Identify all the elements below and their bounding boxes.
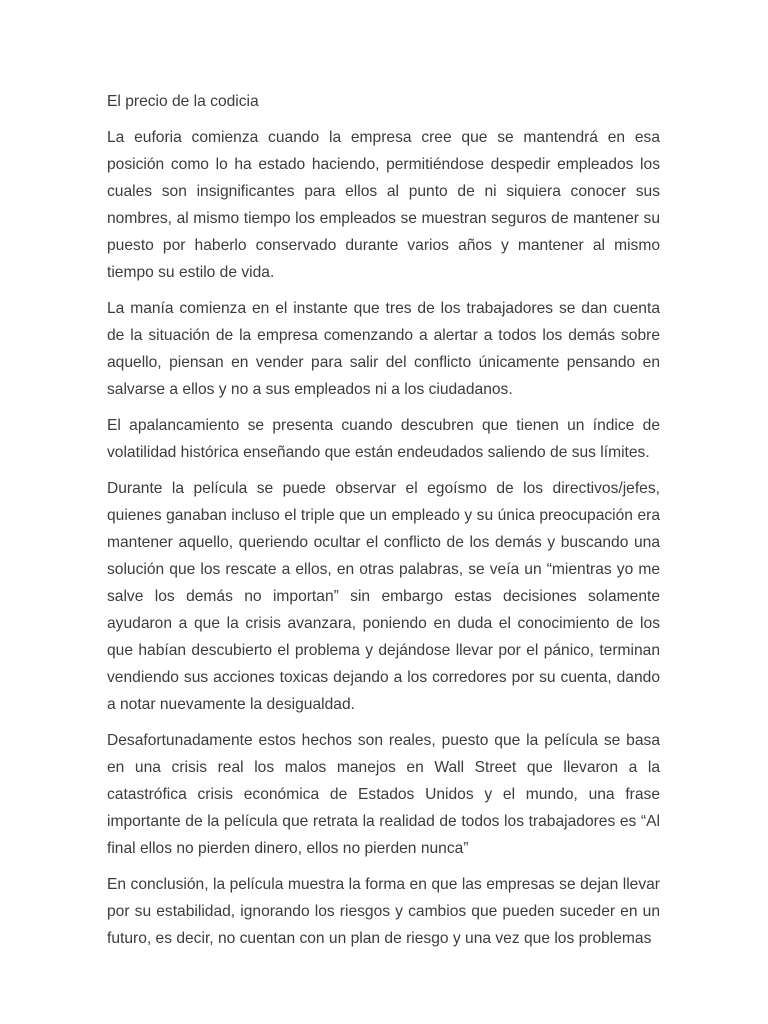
paragraph-euforia: La euforia comienza cuando la empresa cree que se mantendrá en esa posición como lo ha estado haciendo, permitiéndose despedir empleados los cuales son insignificantes para ellos al punto de ni siquiera conocer sus nombres, al mismo tiempo los empleados se muestran seguros de mantener su puesto por haberlo conservado durante varios años y mantener al mismo tiempo su estilo de vida. [107,129,660,281]
document-title: El precio de la codicia [107,93,259,110]
paragraph-conclusion: En conclusión, la película muestra la forma en que las empresas se dejan llevar por su estabilidad, ignorando los riesgos y cambios que pueden suceder en un futuro, es decir, no cuentan con un plan de riesgo y una vez que los problemas [107,876,660,947]
paragraph-apalancamiento: El apalancamiento se presenta cuando descubren que tienen un índice de volatilidad histórica enseñando que están endeudados saliendo de sus límites. [107,417,660,461]
paragraph-hechos-reales: Desafortunadamente estos hechos son reales, puesto que la película se basa en una crisis real los malos manejos en Wall Street que llevaron a la catastrófica crisis económica de Estados Unidos y el mundo, una frase importante de la película que retrata la realidad de todos los trabajadores es “Al final ellos no pierden dinero, ellos no pierden nunca” [107,732,660,857]
paragraph-egoismo: Durante la película se puede observar el egoísmo de los directivos/jefes, quienes ganaban incluso el triple que un empleado y su única preocupación era mantener aquello, queriendo ocultar el conflicto de los demás y buscando una solución que los rescate a ellos, en otras palabras, se veía un “mientras yo me salve los demás no importan” sin embargo estas decisiones solamente ayudaron a que la crisis avanzara, poniendo en duda el conocimiento de los que habían descubierto el problema y dejándose llevar por el pánico, terminan vendiendo sus acciones toxicas dejando a los corredores por su cuenta, dando a notar nuevamente la desigualdad. [107,480,660,713]
document-body [107,88,660,952]
paragraph-mania: La manía comienza en el instante que tres de los trabajadores se dan cuenta de la situación de la empresa comenzando a alertar a todos los demás sobre aquello, piensan en vender para salir del conflicto únicamente pensando en salvarse a ellos y no a sus empleados ni a los ciudadanos. [107,300,660,398]
